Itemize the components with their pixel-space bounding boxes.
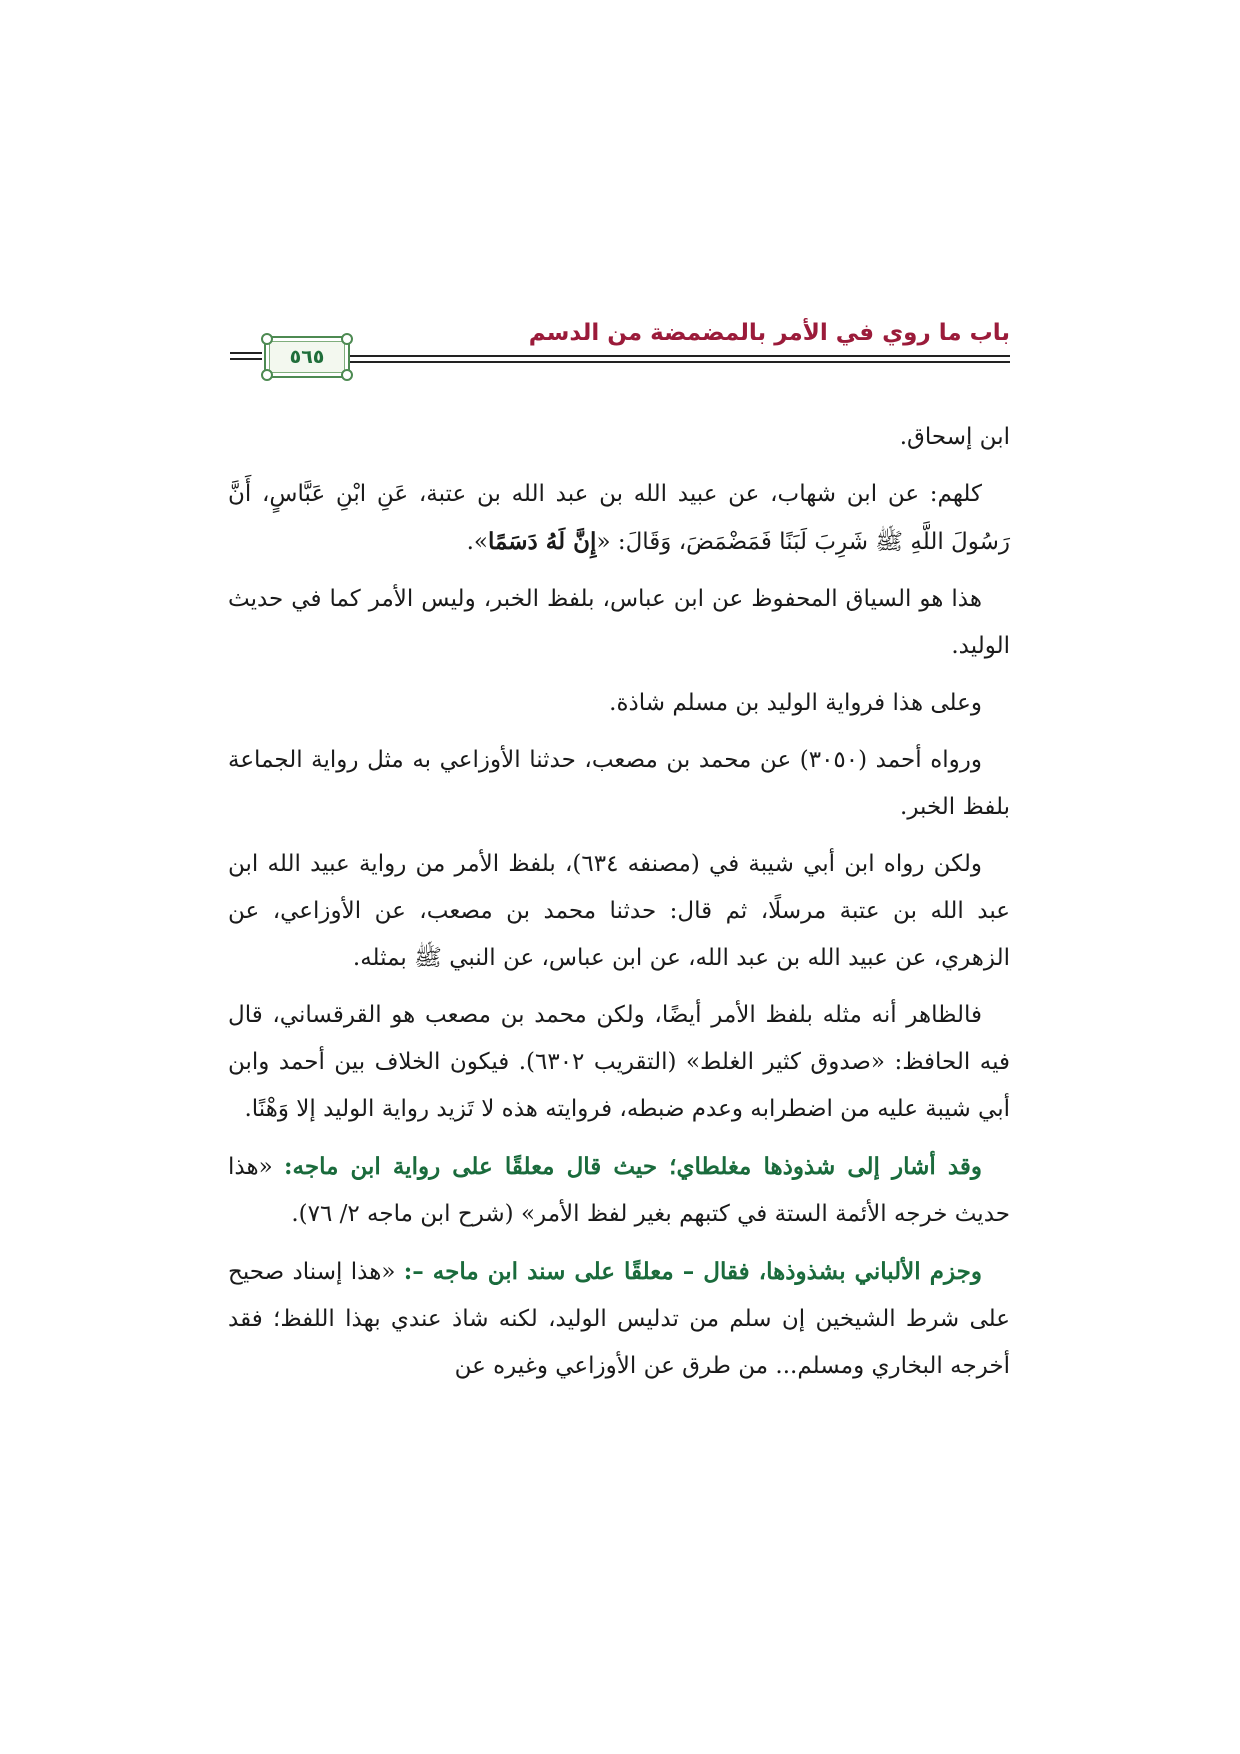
header-rule-left <box>230 358 262 360</box>
paragraph-text: ولكن رواه ابن أبي شيبة في (مصنفه ٦٣٤)، بلفظ الأمر من رواية عبيد الله ابن عبد الله بن عتبة مرسلًا، ثم قال: حدثنا محمد بن مصعب، عن الأوزاعي، عن الزهري، عن عبيد الله بن عبد الله، عن ابن عباس، عن النبي ﷺ بمثله. <box>228 851 1010 971</box>
ornament-corner <box>341 333 353 345</box>
ornament-corner <box>261 369 273 381</box>
paragraph <box>228 680 1010 727</box>
paragraph-text: «هذا إسناد صحيح على شرط الشيخين إن سلم من تدليس الوليد، لكنه شاذ عندي بهذا اللفظ؛ فقد أخرجه البخاري ومسلم... من طرق عن الأوزاعي وغيره عن <box>228 1259 1010 1379</box>
ornament-corner <box>341 369 353 381</box>
header-rule <box>350 355 1010 357</box>
page-header <box>230 318 1010 378</box>
paragraph <box>228 576 1010 670</box>
paragraph <box>228 471 1010 566</box>
highlighted-lead: وجزم الألباني بشذوذها، فقال – معلقًا على سند ابن ماجه –: <box>403 1258 982 1285</box>
paragraph-text: هذا هو السياق المحفوظ عن ابن عباس، بلفظ الخبر، وليس الأمر كما في حديث الوليد. <box>228 586 1010 659</box>
paragraph-text: «هذا حديث خرجه الأئمة الستة في كتبهم بغير لفظ الأمر» (شرح ابن ماجه ٢/ ٧٦). <box>228 1154 1010 1227</box>
paragraph-text: كلهم: عن ابن شهاب، عن عبيد الله بن عبد الله بن عتبة، عَنِ ابْنِ عَبَّاسٍ، أَنَّ رَسُولَ اللَّهِ ﷺ شَرِبَ لَبَنًا فَمَضْمَضَ، وَقَالَ: « <box>228 481 1010 555</box>
page-number-badge <box>264 336 350 378</box>
paragraph-text: وعلى هذا فرواية الوليد بن مسلم شاذة. <box>609 690 982 716</box>
hadith-quote: إِنَّ لَهُ دَسَمًا <box>487 528 597 555</box>
paragraph <box>228 414 1010 461</box>
paragraph <box>228 1248 1010 1390</box>
paragraph-text: ». <box>466 529 488 555</box>
paragraph <box>228 992 1010 1133</box>
header-rule-left <box>230 352 262 354</box>
paragraph <box>228 737 1010 831</box>
page-number: ٥٦٥ <box>289 346 325 368</box>
ornament-corner <box>261 333 273 345</box>
page-body <box>228 414 1010 1400</box>
paragraph <box>228 841 1010 982</box>
paragraph-text: فالظاهر أنه مثله بلفظ الأمر أيضًا، ولكن محمد بن مصعب هو القرقساني، قال فيه الحافظ: «صدوق كثير الغلط» (التقريب ٦٣٠٢). فيكون الخلاف بين أحمد وابن أبي شيبة عليه من اضطرابه وعدم ضبطه، فروايته هذه لا تَزيد رواية الوليد إلا وَهْنًا. <box>228 1002 1010 1122</box>
paragraph-text: ورواه أحمد (٣٠٥٠) عن محمد بن مصعب، حدثنا الأوزاعي به مثل رواية الجماعة بلفظ الخبر. <box>228 747 1010 820</box>
header-rule <box>350 361 1010 363</box>
paragraph-text: ابن إسحاق. <box>899 424 1010 450</box>
paragraph <box>228 1143 1010 1238</box>
highlighted-lead: وقد أشار إلى شذوذها مغلطاي؛ حيث قال معلقًا على رواية ابن ماجه: <box>284 1153 982 1180</box>
chapter-title: باب ما روي في الأمر بالمضمضة من الدسم <box>528 320 1010 346</box>
